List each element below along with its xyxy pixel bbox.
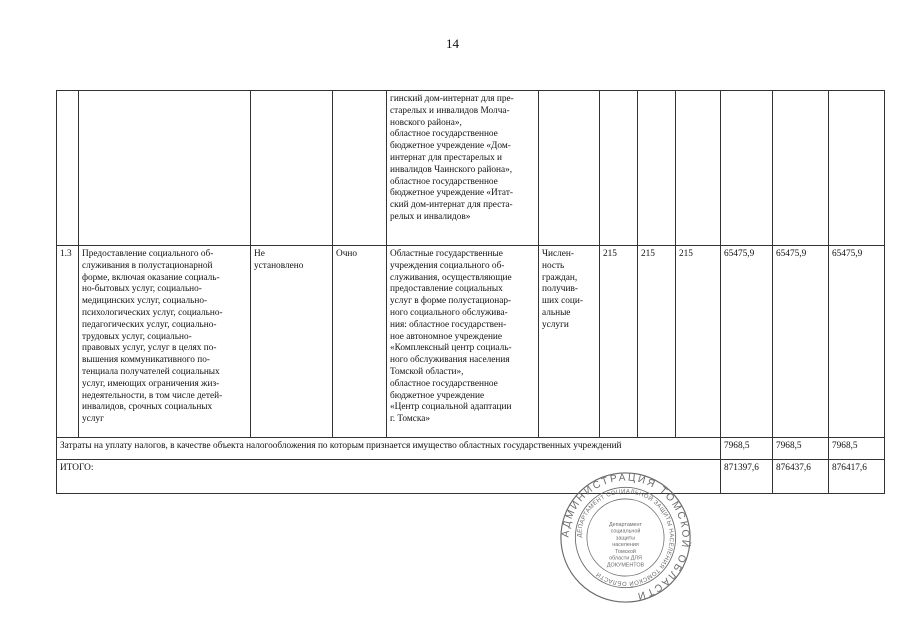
form-cell: Очно (333, 246, 387, 438)
services-table (56, 90, 885, 494)
funding-cell: 876417,6 (829, 460, 885, 494)
institutions-cell: Областные государственные учреждения социального об- служивания, осуществляющие предоставление социальных услуг в форме полустационар- ного социального обслужива- ния: областное государствен- ное автономное учреждение «Комплексный центр социаль- ного обслуживания населения Томской области», областное государственное бюджетное учреждение «Центр социальной адаптации г. Томска» (387, 246, 539, 438)
total-row (57, 460, 885, 494)
row-number-cell: 1.3 (57, 246, 79, 438)
service-cell: Предоставление социального об- служивания в полустационарной форме, включая оказание социаль- но-бытовых услуг, социально- медицинских услуг, социально- психологических услуг, социально- педагогических услуг, социально- трудовых услуг, социально- правовых услуг, услуг в целях по- вышения коммуникативного по- тенциала получателей социальных услуг, имеющих ограничения жиз- недеятельности, в том числе детей- инвалидов, срочных социальных услуг (79, 246, 251, 438)
taxes-label: Затраты на уплату налогов, в качестве объекта налогообложения по которым признается имущество областных государственных учреждений (57, 438, 721, 460)
funding-cell: 871397,6 (721, 460, 773, 494)
volume-cell (600, 91, 638, 246)
funding-cell: 7968,5 (829, 438, 885, 460)
stamp-inner-text: ДЕПАРТАМЕНТ СОЦИАЛЬНОЙ ЗАЩИТЫ НАСЕЛЕНИЯ ТОМСКОЙ ОБЛАСТИ (577, 489, 674, 586)
funding-cell: 65475,9 (829, 246, 885, 438)
official-stamp (558, 470, 693, 605)
funding-cell (773, 91, 829, 246)
taxes-row (57, 438, 885, 460)
funding-cell: 65475,9 (773, 246, 829, 438)
form-cell (333, 91, 387, 246)
volume-cell: 215 (600, 246, 638, 438)
service-cell (79, 91, 251, 246)
funding-cell (829, 91, 885, 246)
criterion-cell (251, 91, 333, 246)
funding-cell: 7968,5 (773, 438, 829, 460)
funding-cell: 7968,5 (721, 438, 773, 460)
row-number-cell (57, 91, 79, 246)
funding-cell: 65475,9 (721, 246, 773, 438)
indicator-cell (539, 91, 600, 246)
stamp-outer-text: АДМИНИСТРАЦИЯ ТОМСКОЙ ОБЛАСТИ (560, 472, 691, 602)
volume-cell: 215 (676, 246, 721, 438)
table-row-1-3 (57, 246, 885, 438)
volume-cell (676, 91, 721, 246)
volume-cell (638, 91, 676, 246)
page-number: 14 (446, 36, 459, 51)
indicator-cell: Числен- ность граждан, получив- ших соци- альные услуги (539, 246, 600, 438)
stamp-center-text: Департамент социальной защиты населения Томской области ДЛЯ ДОКУМЕНТОВ (606, 521, 645, 569)
volume-cell: 215 (638, 246, 676, 438)
funding-cell: 876437,6 (773, 460, 829, 494)
funding-cell (721, 91, 773, 246)
table-row-continuation (57, 91, 885, 246)
criterion-cell: Не установлено (251, 246, 333, 438)
total-label: ИТОГО: (57, 460, 721, 494)
institutions-cell: гинский дом-интернат для пре- старелых и инвалидов Молча- новского района», областное государственное бюджетное учреждение «Дом- интернат для престарелых и инвалидов Чаинского района», областное государственное бюджетное учреждение «Итат- ский дом-интернат для преста- релых и инвалидов» (387, 91, 539, 246)
